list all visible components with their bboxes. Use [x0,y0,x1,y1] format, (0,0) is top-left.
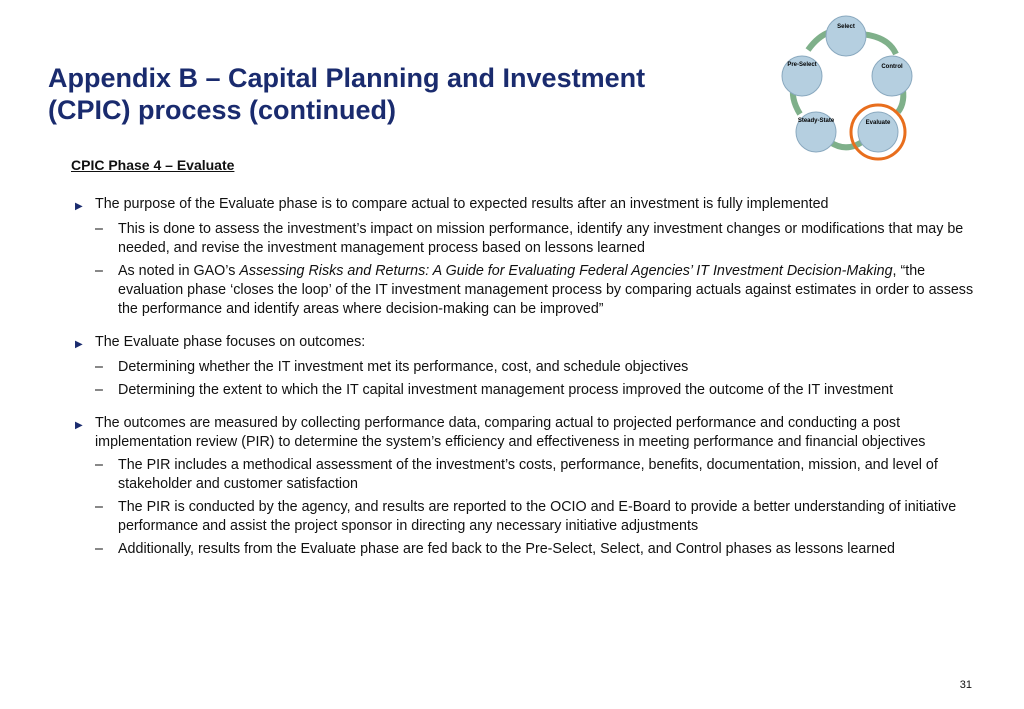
section-purpose [75,195,980,319]
svg-text:Steady-State: Steady-State [797,118,835,124]
section-outcomes [75,333,980,400]
sub-bullet-text: Determining the extent to which the IT capital investment management process improved the outcome of the IT investment [118,382,894,398]
dash-bullet-icon: – [95,221,103,237]
sub-bullet [75,358,980,377]
page-title: Appendix B – Capital Planning and Investment (CPIC) process (continued) [48,63,646,125]
page-number: 31 [959,679,972,691]
citation-title: Assessing Risks and Returns: A Guide for Evaluating Federal Agencies’ IT Investment Decision-Making [239,263,893,279]
node-evaluate [851,105,905,159]
sub-bullet-text: Determining whether the IT investment met its performance, cost, and schedule objectives [118,359,689,375]
citation-quote: , “the evaluation phase ‘closes the loop’ of the IT investment management process by comparing actuals against estimates in order to assess the performance and identify areas where decision-making can be improved” [118,263,974,317]
bullet-text: The purpose of the Evaluate phase is to compare actual to expected results after an investment is fully implemented [95,196,829,212]
triangle-bullet-icon: ▶ [75,201,83,212]
sub-bullet [75,220,980,258]
bullet [75,333,980,354]
svg-text:Select: Select [837,24,855,30]
dash-bullet-icon: – [95,382,103,398]
dash-bullet-icon: – [95,263,103,279]
bullet-text: The Evaluate phase focuses on outcomes: [95,334,366,350]
svg-text:Evaluate: Evaluate [865,120,891,126]
sub-bullet-text: This is done to assess the investment’s impact on mission performance, identify any investment changes or modifications that may be needed, and revise the investment management process based on lessons learned [118,221,964,256]
sub-bullet-text: The PIR is conducted by the agency, and results are reported to the OCIO and E-Board to provide a better understanding of initiative performance and assist the project sponsor in directing any necessary initiative adjustments [118,499,957,534]
sub-bullet [75,498,980,536]
bullet-text: The outcomes are measured by collecting performance data, comparing actual to projected performance and conducting a post implementation review (PIR) to determine the system’s efficiency and effectiveness in meeting performance and financial objectives [95,415,926,450]
sub-bullet [75,540,980,559]
content-body [75,195,980,573]
node-steady-state [796,112,836,152]
dash-bullet-icon: – [95,457,103,473]
svg-text:Pre-Select: Pre-Select [787,62,817,68]
dash-bullet-icon: – [95,359,103,375]
bullet [75,414,980,452]
node-control [872,56,912,96]
sub-bullet-text [118,262,980,319]
triangle-bullet-icon: ▶ [75,339,83,350]
bullet [75,195,980,216]
citation-intro: As noted in GAO’s [118,263,240,279]
sub-bullet [75,456,980,494]
phase-heading: CPIC Phase 4 – Evaluate [71,157,235,173]
sub-bullet-text: The PIR includes a methodical assessment of the investment’s costs, performance, benefits, documentation, mission, and level of stakeholder and customer satisfaction [118,457,938,492]
sub-bullet-text: Additionally, results from the Evaluate phase are fed back to the Pre-Select, Select, and Control phases as lessons learned [118,541,895,557]
section-measurement [75,414,980,559]
node-select [826,16,866,56]
sub-bullet [75,262,980,319]
sub-bullet [75,381,980,400]
dash-bullet-icon: – [95,499,103,515]
dash-bullet-icon: – [95,541,103,557]
node-pre-select [782,56,822,96]
triangle-bullet-icon: ▶ [75,420,83,431]
cpic-cycle-diagram [778,14,918,164]
svg-text:Control: Control [881,64,903,70]
